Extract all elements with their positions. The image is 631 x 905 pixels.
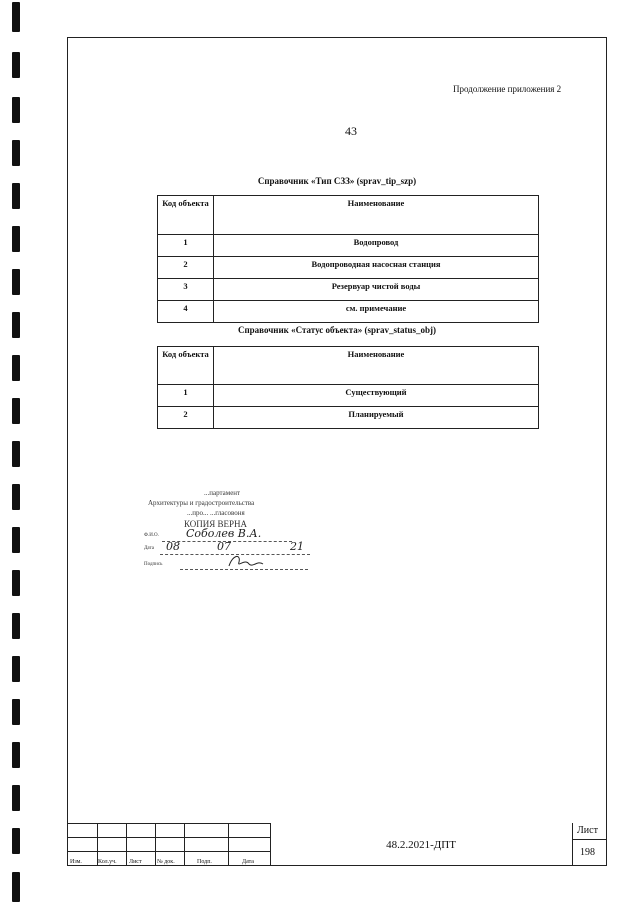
table-row bbox=[158, 301, 539, 323]
table2 bbox=[157, 346, 539, 429]
page-frame bbox=[67, 37, 607, 866]
table2-cell-name: Существующий bbox=[214, 385, 539, 407]
table1-cell-code: 3 bbox=[158, 279, 214, 301]
table2-caption-wrap bbox=[67, 325, 607, 335]
tb-label-kolvo: Кол.уч. bbox=[98, 859, 117, 865]
stamp-line-4: КОПИЯ ВЕРНА bbox=[184, 519, 248, 529]
stamp-line-1: ...партамент bbox=[204, 489, 241, 497]
table2-col-name: Наименование bbox=[214, 347, 539, 385]
tb-label-date: Дата bbox=[242, 859, 254, 865]
stamp-line-2: Архитектуры и градостроительства bbox=[148, 499, 255, 507]
table1-cell-code: 2 bbox=[158, 257, 214, 279]
tb-label-sign: Подп. bbox=[197, 859, 212, 865]
document-code: 48.2.2021-ДПТ bbox=[386, 838, 456, 851]
tb-label-doc: № док. bbox=[157, 859, 175, 865]
table1-cell-name: см. примечание bbox=[214, 301, 539, 323]
sheet-number: 198 bbox=[580, 847, 595, 858]
table-row bbox=[158, 235, 539, 257]
tb-label-izm: Изм. bbox=[70, 859, 82, 865]
table1-cell-name: Резервуар чистой воды bbox=[214, 279, 539, 301]
table1 bbox=[157, 195, 539, 323]
continuation-note: Продолжение приложения 2 bbox=[453, 84, 562, 94]
table2-cell-code: 1 bbox=[158, 385, 214, 407]
table1-cell-name: Водопроводная насосная станция bbox=[214, 257, 539, 279]
table-row bbox=[158, 257, 539, 279]
table2-col-code: Код объекта bbox=[158, 347, 214, 385]
tb-label-list: Лист bbox=[129, 859, 142, 865]
sheet-label: Лист bbox=[577, 825, 598, 836]
table-row bbox=[158, 407, 539, 429]
table1-col-code: Код объекта bbox=[158, 196, 214, 235]
stamp-fio-value: Соболев В.А. bbox=[186, 527, 262, 540]
stamp-date-month: 07 bbox=[217, 540, 231, 553]
title-block bbox=[67, 823, 607, 866]
table2-cell-name: Планируемый bbox=[214, 407, 539, 429]
table1-cell-code: 1 bbox=[158, 235, 214, 257]
table1-cell-name: Водопровод bbox=[214, 235, 539, 257]
handwritten-signature bbox=[225, 552, 265, 572]
table1-col-name: Наименование bbox=[214, 196, 539, 235]
table1-cell-code: 4 bbox=[158, 301, 214, 323]
table1-caption-wrap bbox=[67, 176, 607, 186]
stamp-date-year: 21 bbox=[290, 540, 304, 553]
stamp-date-label: Дата bbox=[144, 546, 154, 551]
table1-caption: Справочник «Тип СЗЗ» (sprav_tip_szp) bbox=[257, 176, 417, 186]
table-row bbox=[158, 279, 539, 301]
table-row bbox=[158, 385, 539, 407]
page-number: 43 bbox=[345, 124, 357, 138]
stamp-fio-label: Ф.И.О. bbox=[144, 533, 159, 538]
stamp-sign-label: Подпись bbox=[144, 562, 163, 567]
table2-cell-code: 2 bbox=[158, 407, 214, 429]
table2-caption: Справочник «Статус объекта» (sprav_status_obj) bbox=[237, 325, 437, 335]
stamp-date-day: 08 bbox=[166, 540, 180, 553]
stamp-line-3: ...про... ...гласовоня bbox=[187, 509, 245, 517]
